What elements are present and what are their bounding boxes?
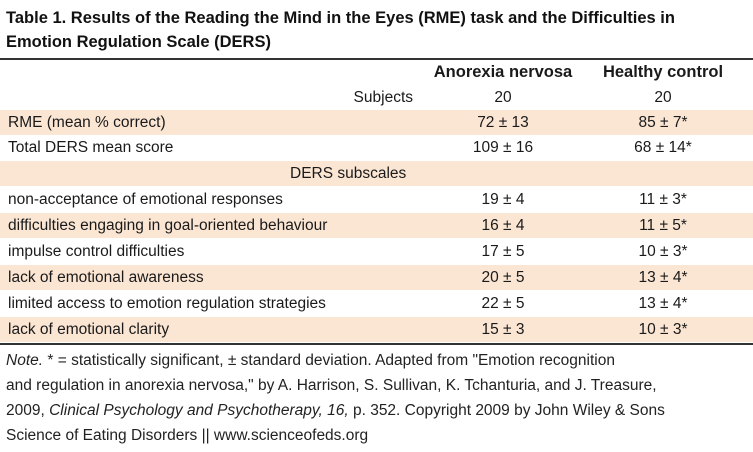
row-label: Total DERS mean score [8, 139, 174, 156]
note-journal: Clinical Psychology and Psychotherapy, 16, [49, 402, 349, 419]
column-header-healthy: Healthy control [602, 63, 724, 81]
row-value-an: 19 ± 4 [481, 191, 525, 208]
note-line-2: and regulation in anorexia nervosa," by A. Harrison, S. Sullivan, K. Tchanturia, and J. Treasure, [6, 377, 657, 394]
table-row [0, 135, 753, 160]
title-line-1: Table 1. Results of the Reading the Mind in the Eyes (RME) task and the Difficulties in [6, 9, 675, 27]
table-row [0, 110, 753, 135]
row-value-an: 17 ± 5 [481, 243, 525, 260]
subjects-row [0, 85, 753, 110]
row-label: impulse control difficulties [8, 243, 185, 260]
row-value-hc: 13 ± 4* [638, 269, 688, 286]
subscale-header: DERS subscales [290, 165, 407, 182]
subjects-hc: 20 [654, 89, 672, 106]
bottom-rule [0, 343, 753, 345]
note-page-copyright: p. 352. Copyright 2009 by John Wiley & Sons [348, 402, 665, 419]
table-note [6, 348, 748, 448]
column-header-anorexia: Anorexia nervosa [433, 63, 573, 81]
row-value-an: 16 ± 4 [481, 217, 525, 234]
row-value-hc: 10 ± 3* [638, 321, 688, 338]
table-row [0, 265, 753, 290]
subjects-an: 20 [494, 89, 512, 106]
note-text-1: * = statistically significant, ± standard deviation. Adapted from "Emotion recognition [43, 352, 615, 369]
row-value-hc: 11 ± 5* [639, 217, 687, 234]
table-row [0, 291, 753, 316]
row-value-hc: 68 ± 14* [634, 139, 692, 156]
subjects-label: Subjects [353, 89, 413, 106]
row-value-hc: 85 ± 7* [638, 114, 688, 131]
row-value-an: 15 ± 3 [481, 321, 525, 338]
row-value-hc: 10 ± 3* [638, 243, 688, 260]
note-line-1 [6, 348, 748, 373]
row-label: difficulties engaging in goal-oriented behaviour [8, 217, 328, 234]
row-label: non-acceptance of emotional responses [8, 191, 283, 208]
row-value-an: 20 ± 5 [481, 269, 525, 286]
column-header-row [0, 60, 753, 85]
table-row [0, 317, 753, 342]
note-year: 2009, [6, 402, 50, 419]
row-label: lack of emotional awareness [8, 269, 204, 286]
table-row [0, 187, 753, 212]
row-value-an: 72 ± 13 [477, 114, 529, 131]
row-value-hc: 11 ± 3* [639, 191, 687, 208]
note-line-3 [6, 398, 748, 423]
title-line-2: Emotion Regulation Scale (DERS) [6, 33, 271, 51]
note-label: Note. [6, 352, 44, 369]
row-label: limited access to emotion regulation strategies [8, 295, 326, 312]
row-label: lack of emotional clarity [8, 321, 170, 338]
row-value-hc: 13 ± 4* [638, 295, 688, 312]
row-value-an: 22 ± 5 [481, 295, 525, 312]
table-row [0, 213, 753, 238]
row-label: RME (mean % correct) [8, 114, 166, 131]
row-value-an: 109 ± 16 [472, 139, 534, 156]
note-line-4: Science of Eating Disorders || www.scienceofeds.org [6, 427, 369, 444]
table-row [0, 239, 753, 264]
subscale-header-row [0, 161, 753, 186]
table-title [6, 6, 746, 54]
